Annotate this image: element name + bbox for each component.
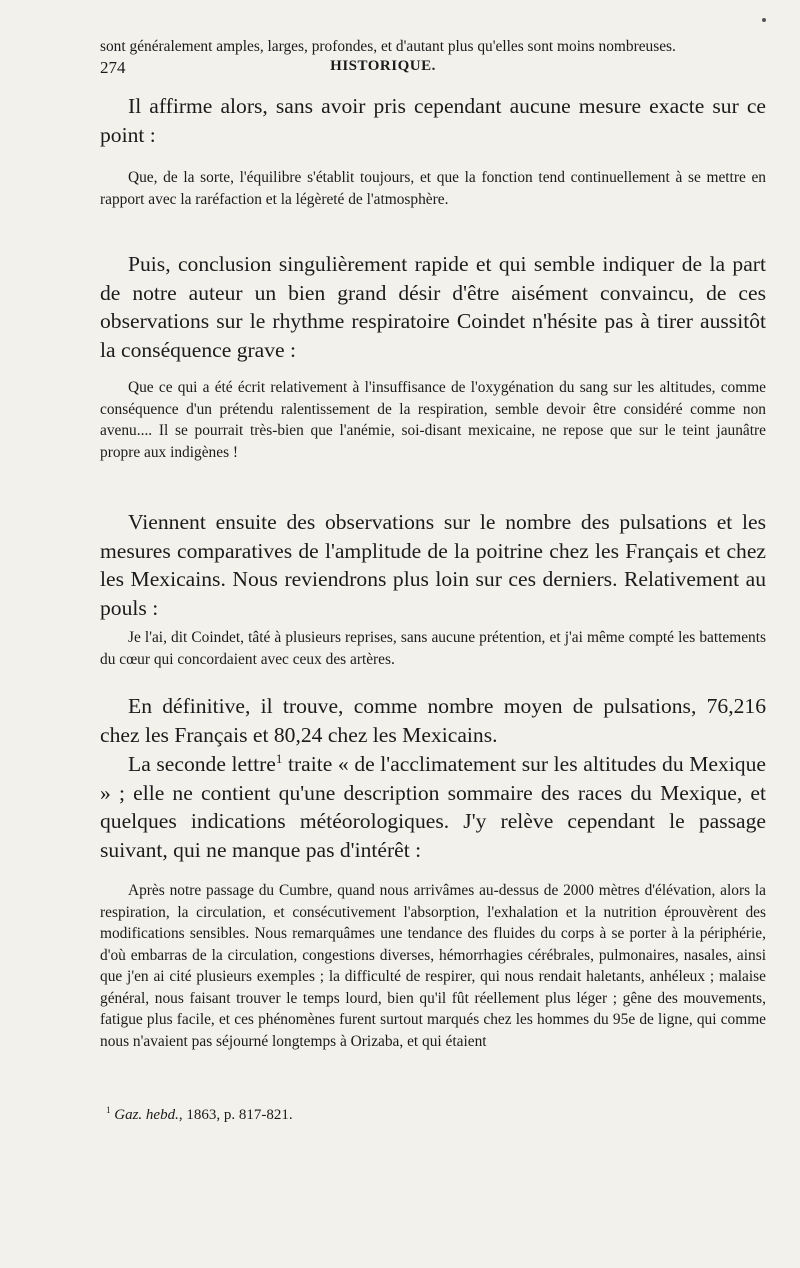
footnote-source: Gaz. hebd. xyxy=(114,1107,179,1123)
footnote xyxy=(106,1105,772,1125)
quote-equilibre: Que, de la sorte, l'équilibre s'établit toujours, et que la fonction tend continuellement à se mettre en rapport avec la raréfaction et la légèreté de l'atmosphère. xyxy=(100,169,766,208)
footnote-reference: 1 xyxy=(275,750,283,766)
quote-pouls: Je l'ai, dit Coindet, tâté à plusieurs reprises, sans aucune prétention, et j'ai même compté les battements du cœur qui concordaient avec ceux des artères. xyxy=(100,629,766,668)
paragraph-pulsations: Viennent ensuite des observations sur le nombre des pulsations et les mesures comparatives de l'amplitude de la poitrine chez les Français et chez les Mexicains. Nous reviendrons plus loin sur ces derniers. Relativement au pouls : xyxy=(100,510,766,620)
paragraph-conclusion: Puis, conclusion singulièrement rapide et qui semble indiquer de la part de notre auteur un bien grand désir d'être aisément convaincu, de ces observations sur le rhythme respiratoire Coindet n'hésite pas à tirer aussitôt la conséquence grave : xyxy=(100,252,766,362)
paragraph-definitive: En définitive, il trouve, comme nombre moyen de pulsations, 76,216 chez les Français et 80,24 chez les Mexicains. xyxy=(100,694,766,747)
page-header xyxy=(100,58,666,82)
footnote-citation: , 1863, p. 817-821. xyxy=(178,1107,293,1123)
page-number: 274 xyxy=(100,58,126,77)
paragraph-continuation: sont généralement amples, larges, profondes, et d'autant plus qu'elles sont moins nombreuses. xyxy=(100,38,676,55)
paragraph-affirme: Il affirme alors, sans avoir pris cependant aucune mesure exacte sur ce point : xyxy=(100,94,766,147)
quote-cumbre: Après notre passage du Cumbre, quand nous arrivâmes au-dessus de 2000 mètres d'élévation, alors la respiration, la circulation, et consécutivement l'absorption, l'exhalation et la nutrition éprouvèrent des modifications sensibles. Nous remarquâmes une tendance des fluides du corps à se porter à la périphérie, d'où embarras de la circulation, congestions diverses, hémorrhagies cérébrales, pulmonaires, nasales, ainsi que j'en ai cité plusieurs exemples ; la difficulté de respirer, qui nous rendait haletants, anhéleux ; malaise général, nous faisant trouver le temps lourd, bien qu'il fût réellement plus léger ; gêne des mouvements, fatigue plus facile, et ces phénomènes furent surtout marqués chez les hommes du 95e de ligne, qui comme nous n'avaient pas séjourné longtemps à Orizaba, et qui étaient xyxy=(100,882,766,1050)
footnote-mark: 1 xyxy=(106,1105,111,1115)
ink-speck xyxy=(762,18,766,22)
quote-oxygenation: Que ce qui a été écrit relativement à l'insuffisance de l'oxygénation du sang sur les altitudes, comme conséquence d'un prétendu ralentissement de la respiration, semble devoir être considéré comme non avenu.... Il se pourrait très-bien que l'anémie, soi-disant mexicaine, ne repose que sur le teint jaunâtre propre aux indigènes ! xyxy=(100,379,766,461)
paragraph-seconde-lettre xyxy=(100,750,766,864)
seconde-lettre-start: La seconde lettre xyxy=(128,752,276,776)
seconde-lettre-rest: traite « de l'acclimatement sur les altitudes du Mexique » ; elle ne contient qu'une description sommaire des races du Mexique, et quelques indications météorologiques. J'y relève cependant le passage suivant, qui ne manque pas d'intérêt : xyxy=(100,752,766,862)
running-head: HISTORIQUE. xyxy=(330,58,436,74)
